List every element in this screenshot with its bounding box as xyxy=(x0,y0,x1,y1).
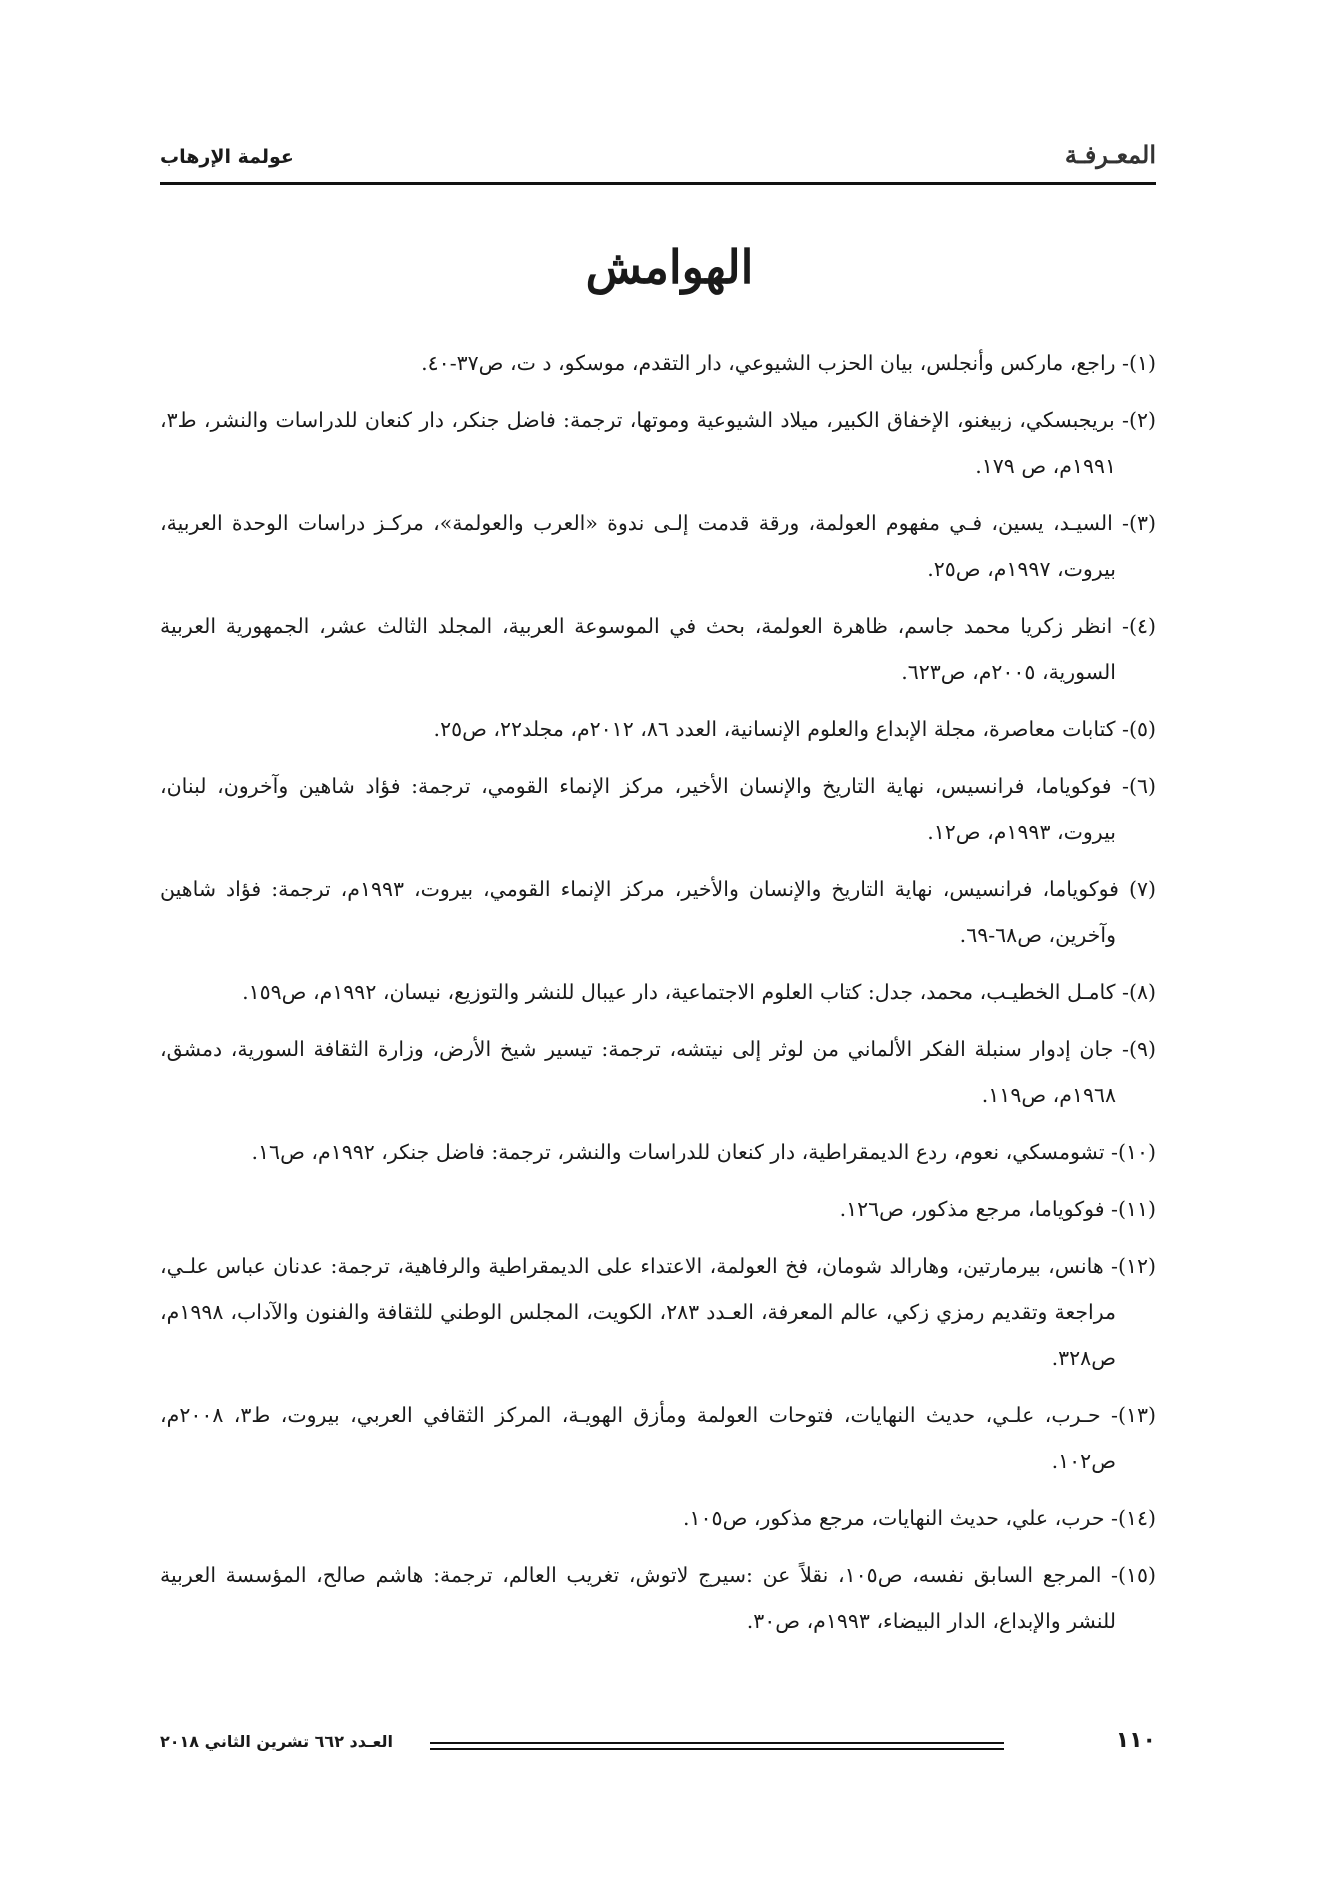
page-footer xyxy=(160,1728,1156,1768)
footnote: (٥)- كتابات معاصرة، مجلة الإبداع والعلوم الإنسانية، العدد ٨٦، ٢٠١٢م، مجلد٢٢، ص٢٥. xyxy=(433,717,1156,741)
footnote: (٤)- انظر زكريا محمد جاسم، ظاهرة العولمة، بحث في الموسوعة العربية، المجلد الثالث عشر، الجمهورية العربية السورية، ٢٠٠٥م، ص٦٢٣. xyxy=(160,614,1156,684)
header-rule xyxy=(160,182,1156,185)
page-title: الهوامش xyxy=(585,240,754,294)
footnote: (١٠)- تشومسكي، نعوم، ردع الديمقراطية، دار كنعان للدراسات والنشر، ترجمة: فاضل جنكر، ١٩٩٢م، ص١٦. xyxy=(251,1140,1156,1164)
footnote: (١٥)- المرجع السابق نفسه، ص١٠٥، نقلاً عن :سيرج لاتوش، تغريب العالم، ترجمة: هاشم صالح، المؤسسة العربية للنشر والإبداع، الدار البيضاء، ١٩٩٣م، ص٣٠. xyxy=(160,1563,1156,1633)
footer-rule xyxy=(430,1742,1004,1750)
magazine-logo: المعـرفـة xyxy=(1064,140,1156,169)
footnote: (١٤)- حرب، علي، حديث النهايات، مرجع مذكور، ص١٠٥. xyxy=(683,1506,1156,1530)
running-title: عولمة الإرهاب xyxy=(160,146,294,168)
footnote: (١١)- فوكوياما، مرجع مذكور، ص١٢٦. xyxy=(839,1197,1156,1221)
page-header xyxy=(160,136,1156,176)
page-number: ١١٠ xyxy=(1115,1728,1156,1753)
footnote: (٧) فوكوياما، فرانسيس، نهاية التاريخ والإنسان والأخير، مركز الإنماء القومي، بيروت، ١٩٩٣م، ترجمة: فؤاد شاهين وآخرين، ص٦٨-٦٩. xyxy=(160,877,1156,947)
footnote: (٣)- السيـد، يسين، فـي مفهوم العولمة، ورقة قدمت إلـى ندوة «العرب والعولمة»، مركـز دراسات الوحدة العربية، بيروت، ١٩٩٧م، ص٢٥. xyxy=(160,511,1156,581)
footnote: (٨)- كامـل الخطيـب، محمد، جدل: كتاب العلوم الاجتماعية، دار عيبال للنشر والتوزيع، نيسان، ١٩٩٢م، ص١٥٩. xyxy=(242,980,1156,1004)
footnote: (١٣)- حـرب، علـي، حديث النهايات، فتوحات العولمة ومأزق الهويـة، المركز الثقافي العربي، بيروت، ط٣، ٢٠٠٨م، ص١٠٢. xyxy=(160,1403,1156,1473)
footnote: (٩)- جان إدوار سنبلة الفكر الألماني من لوثر إلى نيتشه، ترجمة: تيسير شيخ الأرض، وزارة الثقافة السورية، دمشق، ١٩٦٨م، ص١١٩. xyxy=(160,1037,1156,1107)
footnote: (١٢)- هانس، بيرمارتين، وهارالد شومان، فخ العولمة، الاعتداء على الديمقراطية والرفاهية، ترجمة: عدنان عباس علـي، مراجعة وتقديم رمزي زكي، عالم المعرفة، العـدد ٢٨٣، الكويت، المجلس الوطني للثقافة والفنون والآداب، ١٩٩٨م، ص٣٢٨. xyxy=(160,1254,1156,1370)
footnote: (٦)- فوكوياما، فرانسيس، نهاية التاريخ والإنسان الأخير، مركز الإنماء القومي، ترجمة: فؤاد شاهين وآخرون، لبنان، بيروت، ١٩٩٣م، ص١٢. xyxy=(160,774,1156,844)
footnote: (١)- راجع، ماركس وأنجلس، بيان الحزب الشيوعي، دار التقدم، موسكو، د ت، ص٣٧-٤٠. xyxy=(421,351,1156,375)
footnotes-list xyxy=(160,340,1156,1655)
issue-info: العـدد ٦٦٢ تشرين الثاني ٢٠١٨ xyxy=(160,1732,393,1751)
footnote: (٢)- بريجبسكي، زبيغنو، الإخفاق الكبير، ميلاد الشيوعية وموتها، ترجمة: فاضل جنكر، دار كنعان للدراسات والنشر، ط٣، ١٩٩١م، ص ١٧٩. xyxy=(160,408,1156,478)
